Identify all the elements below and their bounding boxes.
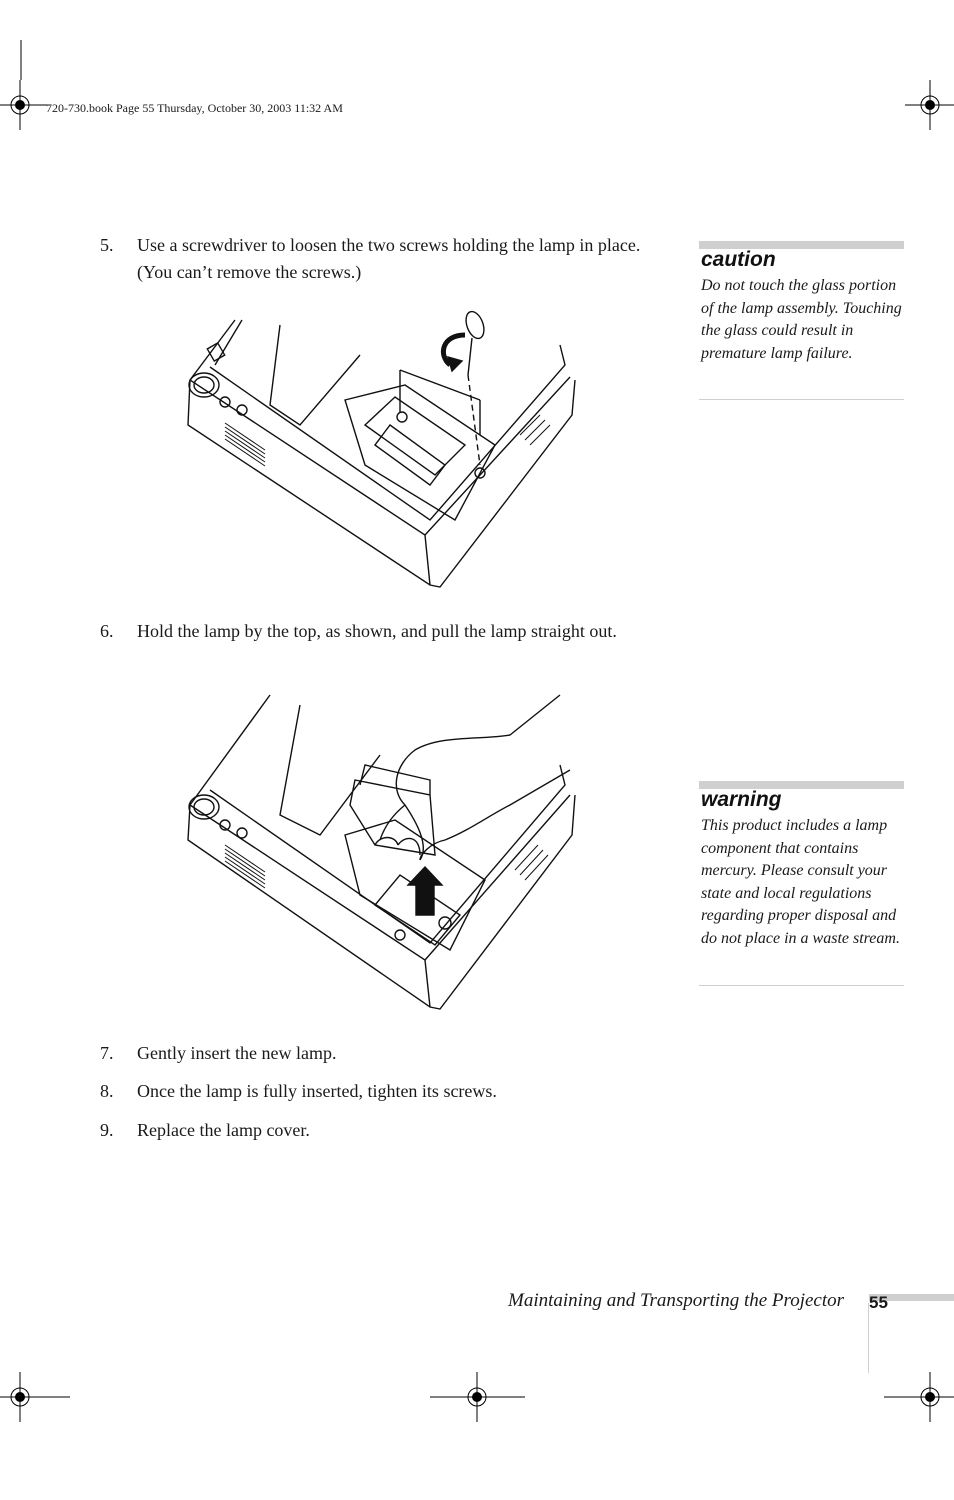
caution-divider [699, 399, 904, 400]
registration-mark-icon [884, 1372, 954, 1422]
step-text: Use a screwdriver to loosen the two screws holding the lamp in place. (You can’t remove the screws.) [137, 235, 641, 282]
crop-mark-icon [20, 40, 22, 80]
hand-removing-lamp-illustration [180, 695, 600, 1015]
screwdriver-loosening-screws-illustration [180, 305, 600, 590]
step-text: Replace the lamp cover. [137, 1120, 310, 1140]
caution-title: caution [701, 248, 776, 271]
registration-mark-icon [0, 80, 50, 130]
step-text: Hold the lamp by the top, as shown, and pull the lamp straight out. [137, 621, 617, 641]
step-number: 6. [100, 621, 114, 641]
footer-section-title: Maintaining and Transporting the Projector [508, 1290, 845, 1311]
warning-title: warning [701, 788, 782, 811]
registration-mark-icon [905, 80, 954, 130]
footer-divider [868, 1303, 869, 1373]
step-number: 8. [100, 1081, 114, 1101]
registration-mark-icon [0, 1372, 70, 1422]
step-text: Once the lamp is fully inserted, tighten its screws. [137, 1081, 497, 1101]
step-text: Gently insert the new lamp. [137, 1043, 337, 1063]
step-number: 9. [100, 1120, 114, 1140]
step-number: 7. [100, 1043, 114, 1063]
warning-divider [699, 985, 904, 986]
caution-body: Do not touch the glass portion of the lamp assembly. Touching the glass could result in premature lamp failure. [701, 277, 902, 362]
page-number: 55 [869, 1293, 888, 1312]
running-head: 720-730.book Page 55 Thursday, October 30, 2003 11:32 AM [46, 101, 343, 115]
step-number: 5. [100, 235, 114, 255]
registration-mark-icon [430, 1372, 525, 1422]
warning-body: This product includes a lamp component that contains mercury. Please consult your state and local regulations regarding proper disposal and do not place in a waste stream. [701, 817, 900, 947]
